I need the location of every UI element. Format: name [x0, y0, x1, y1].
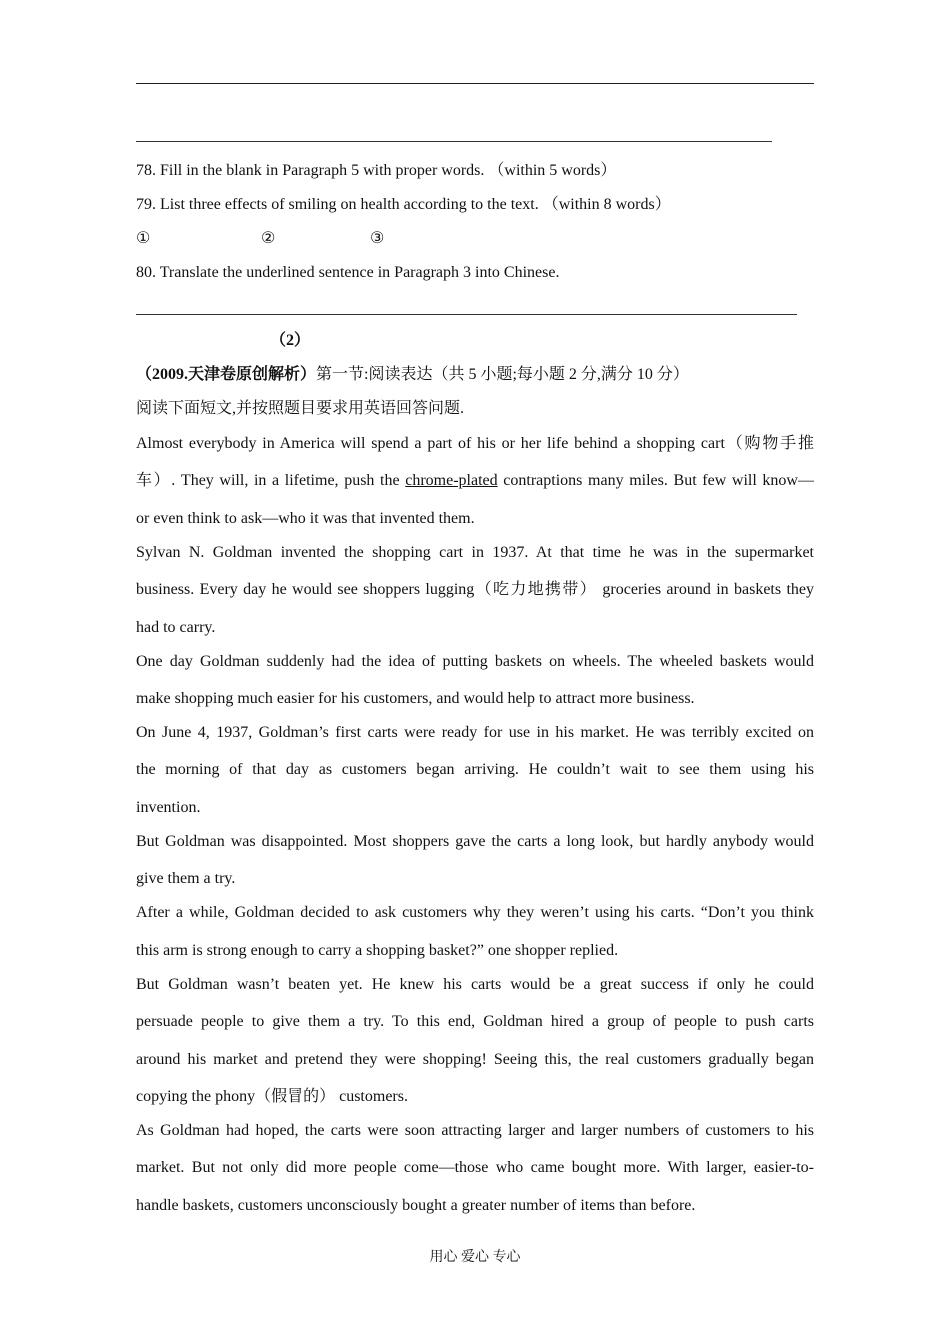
header-rule [136, 83, 814, 84]
passage-p8-line1: As Goldman had hoped, the carts were soon attracting larger and larger numbers of customers to his [136, 1122, 814, 1139]
section-source-label: （2009.天津卷原创解析） [136, 366, 317, 383]
passage-p4-line2: the morning of that day as customers began arriving. He couldn’t wait to see them using his [136, 761, 814, 778]
instructions: 阅读下面短文,并按照题目要求用英语回答问题. [136, 400, 465, 417]
passage-p7-line2: persuade people to give them a try. To this end, Goldman hired a group of people to push carts [136, 1013, 814, 1030]
passage-p5-line1: But Goldman was disappointed. Most shoppers gave the carts a long look, but hardly anybody would [136, 833, 814, 850]
question-80: 80. Translate the underlined sentence in Paragraph 3 into Chinese. [136, 264, 560, 281]
passage-p2-line2: business. Every day he would see shoppers lugging（吃力地携带） groceries around in baskets they [136, 581, 814, 598]
passage-p4-line3: invention. [136, 799, 201, 816]
passage-p8-line2: market. But not only did more people come—those who came bought more. With larger, easier-to- [136, 1159, 814, 1176]
answer-slot-2-marker: ② [261, 230, 276, 247]
section-source [136, 365, 814, 385]
passage-p5-line2: give them a try. [136, 870, 236, 887]
question-79: 79. List three effects of smiling on health according to the text. （within 8 words） [136, 196, 671, 213]
section-number: （2） [270, 332, 311, 349]
passage-p2-line3: had to carry. [136, 619, 216, 636]
page-footer: 用心 爱心 专心 [429, 1250, 521, 1265]
passage-p3-line2: make shopping much easier for his customers, and would help to attract more business. [136, 690, 695, 707]
passage-p6-line1: After a while, Goldman decided to ask customers why they weren’t using his carts. “Don’t you think [136, 904, 814, 921]
passage-p7-line1: But Goldman wasn’t beaten yet. He knew his carts would be a great success if only he could [136, 976, 814, 993]
answer-slot-3-marker: ③ [370, 230, 385, 247]
passage-p4-line1: On June 4, 1937, Goldman’s first carts were ready for use in his market. He was terribly excited on [136, 724, 814, 741]
answer-slot-1-marker: ① [136, 230, 151, 247]
passage-p3-line1: One day Goldman suddenly had the idea of putting baskets on wheels. The wheeled baskets would [136, 653, 814, 670]
p1-line2-a: 车）. They will, in a lifetime, push the [136, 472, 406, 489]
passage-p8-line3: handle baskets, customers unconsciously bought a greater number of items than before. [136, 1197, 696, 1214]
passage-p6-line2: this arm is strong enough to carry a shopping basket?” one shopper replied. [136, 942, 619, 959]
question-78: 78. Fill in the blank in Paragraph 5 with proper words. （within 5 words） [136, 162, 617, 179]
answer-blank-line-1 [136, 141, 772, 142]
p1-line2-b: contraptions many miles. But few will know— [497, 472, 814, 489]
passage-p1-line1: Almost everybody in America will spend a part of his or her life behind a shopping cart（购物手推 [136, 435, 814, 452]
passage-p7-line4: copying the phony（假冒的） customers. [136, 1088, 408, 1105]
answer-blank-line-2 [136, 314, 797, 315]
passage-p1-line2 [136, 471, 814, 491]
passage-p2-line1: Sylvan N. Goldman invented the shopping cart in 1937. At that time he was in the supermarket [136, 544, 814, 561]
section-source-desc: 第一节:阅读表达（共 5 小题;每小题 2 分,满分 10 分） [316, 366, 689, 383]
passage-p7-line3: around his market and pretend they were shopping! Seeing this, the real customers gradually began [136, 1051, 814, 1068]
passage-p1-line3: or even think to ask—who it was that invented them. [136, 510, 475, 527]
underlined-term: chrome-plated [405, 472, 498, 489]
